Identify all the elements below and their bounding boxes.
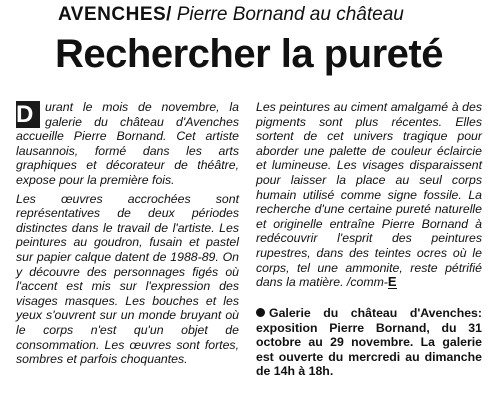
article-column-right <box>256 100 482 294</box>
lede-paragraph <box>16 100 239 188</box>
article-kicker <box>58 4 478 26</box>
kicker-place: AVENCHES <box>58 4 167 25</box>
article-column-left <box>16 100 239 371</box>
lede-text: urant le mois de novembre, la galerie du château d'Avenches accueille Pierre Bornand. Cet artiste lausannois, formé dans les arts graphiques et décorateur de théâtre, expose pour la première fois. <box>16 100 239 187</box>
dropcap: D <box>16 101 40 128</box>
body-paragraph <box>256 100 482 290</box>
kicker-separator: / <box>166 4 172 25</box>
info-text: Galerie du château d'Avenches: exposition Pierre Bornand, du 31 octobre au 29 novembre. La galerie est ouverte du mercredi au dimanche de 14h à 18h. <box>256 306 482 379</box>
kicker-subtitle: Pierre Bornand au château <box>176 4 404 25</box>
filled-circle-icon <box>256 308 265 317</box>
signature-text: /comm- <box>343 275 388 290</box>
signature-mark: E <box>387 274 397 290</box>
article-headline: Rechercher la pureté <box>55 32 443 76</box>
body-paragraph: Les œuvres accrochées sont représentatives de deux périodes distinctes dans le travail de l'artiste. Les peintures au goudron, fusain et pastel sur papier calque datent de 1988-89. On y découvre des personnages figés où l'accent est mis sur l'expression des visages masques. Les bouches et les yeux s'ouvrent sur un monde bruyant où le corps n'est qu'un objet de consommation. Les œuvres sont fortes, sombres et parfois choquantes. <box>16 191 239 367</box>
info-box <box>256 306 482 379</box>
body-text: Les peintures au ciment amalgamé à des pigments sont plus récentes. Elles sortent de cet univers tragique pour aborder une palette de couleur éclaircie et lumineuse. Les visages disparaissent pour laisser la place au seul corps humain utilisé comme signe fossile. La recherche d'une certaine pureté naturelle et originelle entraîne Pierre Bornand à redécouvrir l'esprit des peintures rupestres, dans des teintes ocres où le corps, tel une ammonite, reste pétrifié dans la matière. <box>256 100 482 290</box>
